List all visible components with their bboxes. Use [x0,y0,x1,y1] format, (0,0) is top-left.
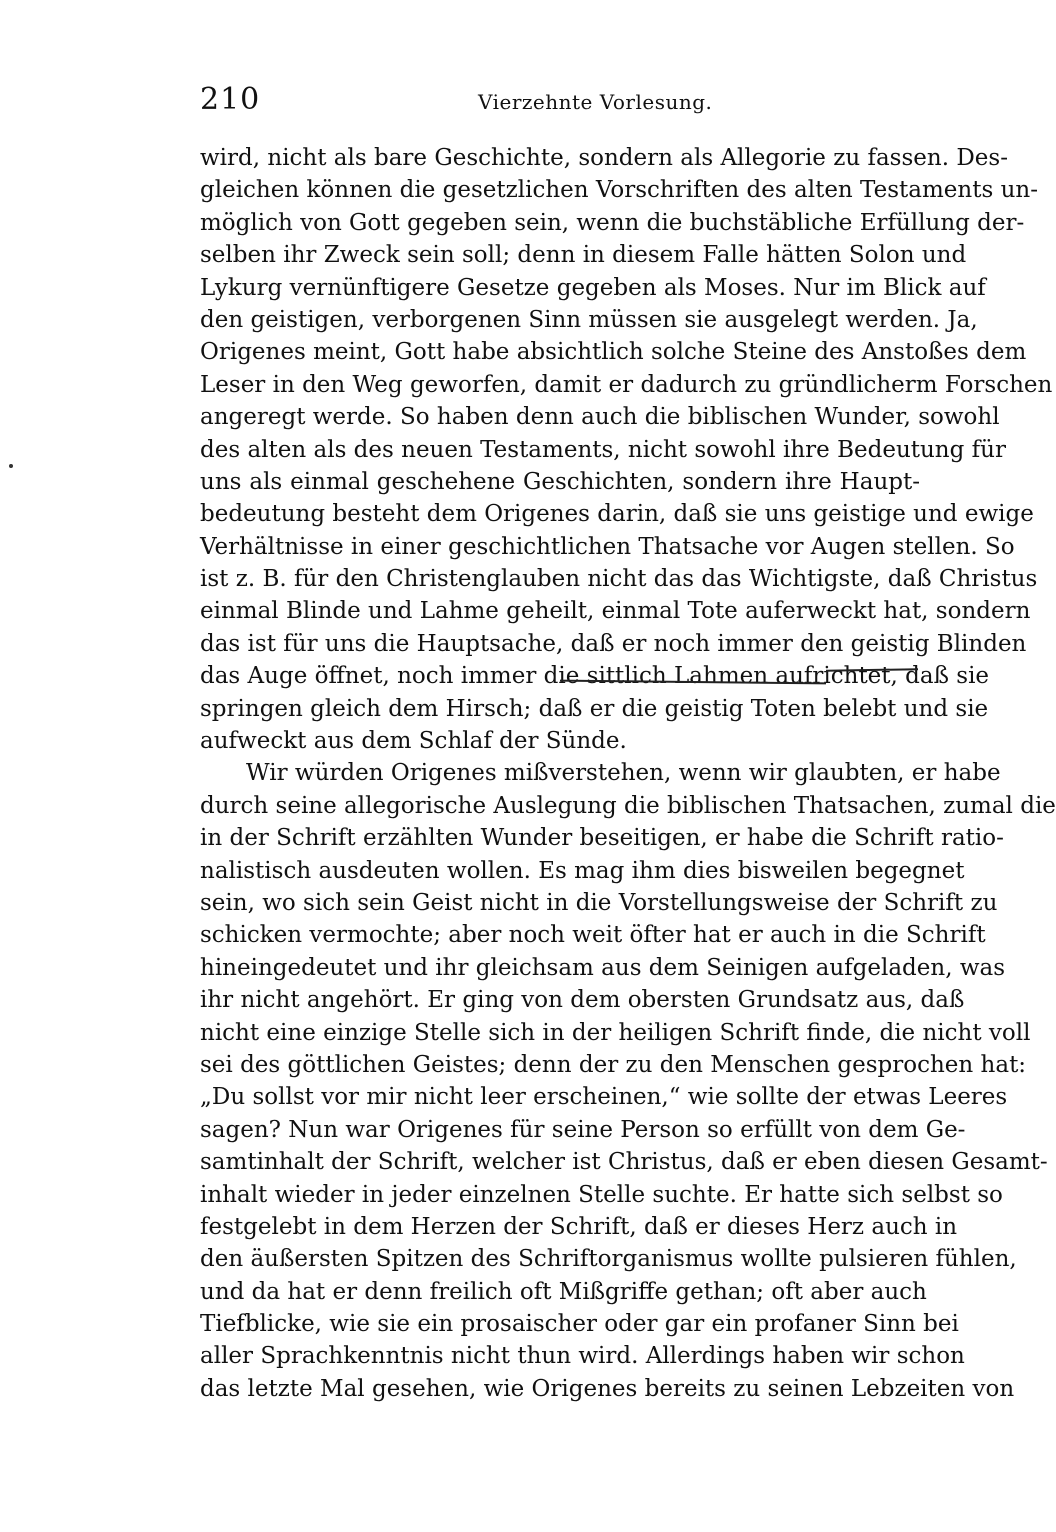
text-line: Wir würden Origenes mißverstehen, wenn wir glaubten, er habe [246,760,1001,787]
text-line: uns als einmal geschehene Geschichten, sondern ihre Haupt- [200,468,920,495]
text-line: ist z. B. für den Christenglauben nicht das das Wichtigste, daß Christus [200,566,1038,593]
text-line: aufweckt aus dem Schlaf der Sünde. [200,728,627,755]
paragraph-2 [200,757,1056,1405]
text-line: inhalt wieder in jeder einzelnen Stelle suchte. Er hatte sich selbst so [200,1181,1003,1208]
margin-speck [9,464,13,468]
text-line: bedeutung besteht dem Origenes darin, daß sie uns geistige und ewige [200,501,1034,528]
text-line: das Auge öffnet, noch immer die sittlich Lahmen aufrichtet, daß sie [200,663,990,690]
text-line: sei des göttlichen Geistes; denn der zu den Menschen gesprochen hat: [200,1051,1027,1078]
text-line: den äußersten Spitzen des Schriftorganismus wollte pulsieren fühlen, [200,1246,1017,1273]
text-line: den geistigen, verborgenen Sinn müssen sie ausgelegt werden. Ja, [200,306,978,333]
text-line: sagen? Nun war Origenes für seine Person so erfüllt von dem Ge- [200,1116,966,1143]
text-line: angeregt werde. So haben denn auch die biblischen Wunder, sowohl [200,404,1000,431]
running-head: Vierzehnte Vorlesung. [478,90,713,114]
text-line: wird, nicht als bare Geschichte, sondern als Allegorie zu fassen. Des- [200,145,1008,171]
text-line: nalistisch ausdeuten wollen. Es mag ihm dies bisweilen begegnet [200,857,965,884]
text-line: Lykurg vernünftigere Gesetze gegeben als Moses. Nur im Blick auf [200,274,986,301]
text-line: aller Sprachkenntnis nicht thun wird. Allerdings haben wir schon [200,1343,965,1370]
text-line: des alten als des neuen Testaments, nicht sowohl ihre Bedeutung für [200,436,1006,463]
text-line: springen gleich dem Hirsch; daß er die geistig Toten belebt und sie [200,695,989,722]
text-line: und da hat er denn freilich oft Mißgriffe gethan; oft aber auch [200,1278,927,1305]
text-line: das ist für uns die Hauptsache, daß er noch immer den geistig Blinden [200,630,1027,657]
text-line: Verhältnisse in einer geschichtlichen Thatsache vor Augen stellen. So [200,533,1015,560]
body-text [200,142,1056,1405]
paragraph-1 [200,142,1053,757]
text-line: Origenes meint, Gott habe absichtlich solche Steine des Anstoßes dem [200,339,1027,366]
text-line: sein, wo sich sein Geist nicht in die Vorstellungsweise der Schrift zu [200,889,998,916]
text-line: das letzte Mal gesehen, wie Origenes bereits zu seinen Lebzeiten von [200,1375,1015,1402]
text-line: selben ihr Zweck sein soll; denn in diesem Falle hätten Solon und [200,242,967,269]
text-line: schicken vermochte; aber noch weit öfter hat er auch in die Schrift [200,922,986,949]
text-line: hineingedeutet und ihr gleichsam aus dem Seinigen aufgeladen, was [200,954,1006,981]
text-line: möglich von Gott gegeben sein, wenn die buchstäbliche Erfüllung der- [200,209,1025,236]
text-line: Tiefblicke, wie sie ein prosaischer oder gar ein profaner Sinn bei [200,1311,959,1338]
text-line: nicht eine einzige Stelle sich in der heiligen Schrift finde, die nicht voll [200,1019,1031,1046]
text-line: in der Schrift erzählten Wunder beseitigen, er habe die Schrift ratio- [200,825,1004,852]
text-line: festgelebt in dem Herzen der Schrift, daß er dieses Herz auch in [200,1213,958,1240]
text-line: durch seine allegorische Auslegung die biblischen Thatsachen, zumal die [200,792,1056,819]
text-line: gleichen können die gesetzlichen Vorschriften des alten Testaments un- [200,177,1038,204]
text-line: Leser in den Weg geworfen, damit er dadurch zu gründlicherm Forschen [200,371,1053,398]
text-line: „Du sollst vor mir nicht leer erscheinen,“ wie sollte der etwas Leeres [200,1084,1008,1111]
page-number: 210 [200,82,261,117]
text-line: ihr nicht angehört. Er ging von dem obersten Grundsatz aus, daß [200,987,965,1014]
text-line: einmal Blinde und Lahme geheilt, einmal Tote auferweckt hat, sondern [200,598,1031,625]
text-line: samtinhalt der Schrift, welcher ist Christus, daß er eben diesen Gesamt- [200,1149,1048,1176]
